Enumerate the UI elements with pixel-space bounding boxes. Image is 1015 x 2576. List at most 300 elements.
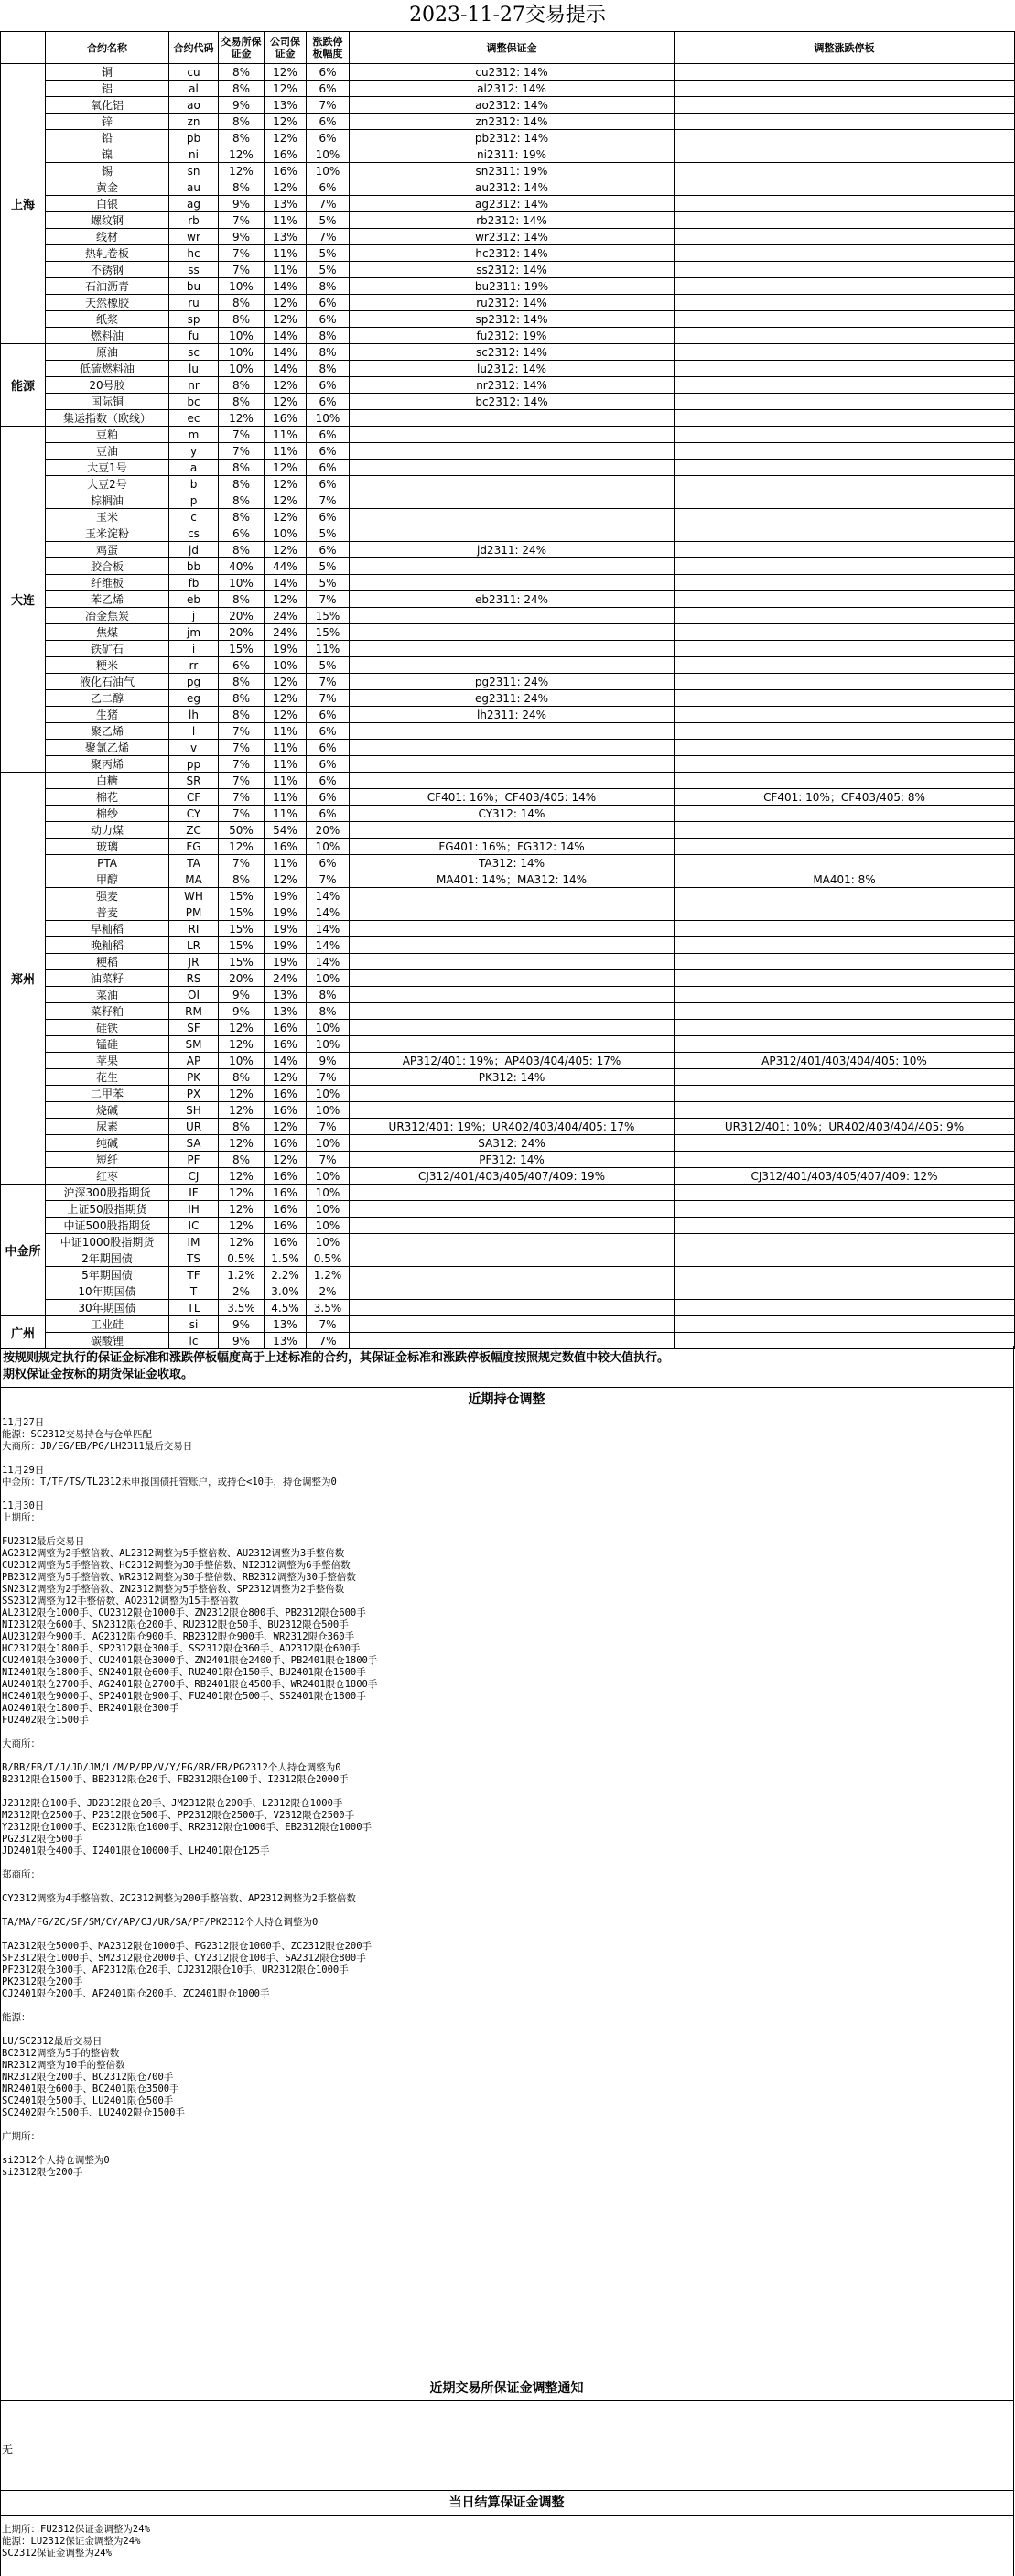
cell-adjusted-margin [350,1234,675,1250]
cell-adjusted-margin: ag2312: 14% [350,196,675,212]
cell-adjusted-margin: pb2312: 14% [350,130,675,146]
cell-adjusted-margin: ni2311: 19% [350,146,675,163]
cell-exchange-margin: 8% [219,81,265,97]
table-row [1,427,1015,443]
cell-adjusted-margin [350,443,675,460]
cell-company-margin: 12% [265,1069,307,1086]
cell-adjusted-margin: TA312: 14% [350,855,675,871]
cell-contract-code: rb [169,212,219,229]
cell-company-margin: 11% [265,855,307,871]
cell-limit: 5% [307,212,350,229]
cell-contract-name: 强麦 [46,888,169,904]
cell-limit: 7% [307,1069,350,1086]
table-row [1,229,1015,245]
table-row [1,641,1015,657]
cell-exchange-margin: 12% [219,163,265,179]
cell-contract-name: 甲醇 [46,871,169,888]
cell-limit: 6% [307,789,350,806]
cell-exchange-margin: 8% [219,1069,265,1086]
cell-contract-code: eb [169,591,219,608]
cell-adjusted-limit [675,987,1015,1003]
cell-limit: 5% [307,245,350,262]
cell-contract-code: ss [169,262,219,278]
cell-limit: 10% [307,410,350,427]
frame-right-border [1013,1346,1014,2576]
table-row [1,163,1015,179]
cell-exchange-margin: 6% [219,657,265,674]
cell-contract-name: 动力煤 [46,822,169,839]
cell-company-margin: 19% [265,904,307,921]
cell-contract-code: fb [169,575,219,591]
cell-company-margin: 11% [265,245,307,262]
cell-contract-code: nr [169,377,219,394]
cell-contract-code: PX [169,1086,219,1102]
cell-company-margin: 11% [265,212,307,229]
cell-contract-name: 油菜籽 [46,970,169,987]
cell-contract-code: jm [169,624,219,641]
table-row [1,871,1015,888]
cell-limit: 7% [307,97,350,114]
cell-limit: 5% [307,525,350,542]
cell-exchange-margin: 8% [219,707,265,723]
cell-exchange-margin: 10% [219,344,265,361]
cell-adjusted-margin: eg2311: 24% [350,690,675,707]
cell-adjusted-margin: sc2312: 14% [350,344,675,361]
cell-contract-code: bb [169,558,219,575]
cell-contract-code: T [169,1283,219,1300]
cell-contract-name: 苹果 [46,1053,169,1069]
cell-limit: 8% [307,1003,350,1020]
cell-contract-name: 铝 [46,81,169,97]
cell-contract-code: v [169,740,219,756]
cell-exchange-margin: 9% [219,229,265,245]
table-row [1,690,1015,707]
cell-limit: 10% [307,1086,350,1102]
cell-limit: 6% [307,509,350,525]
table-row [1,262,1015,278]
cell-limit: 6% [307,64,350,81]
cell-exchange-margin: 9% [219,196,265,212]
page-title: 2023-11-27交易提示 [409,4,606,27]
table-row [1,64,1015,81]
cell-contract-name: 晚籼稻 [46,937,169,954]
cell-contract-code: IH [169,1201,219,1218]
table-body [1,64,1015,1349]
table-row [1,394,1015,410]
cell-contract-name: 热轧卷板 [46,245,169,262]
cell-contract-code: bc [169,394,219,410]
cell-adjusted-limit [675,146,1015,163]
cell-limit: 6% [307,476,350,492]
cell-contract-code: CY [169,806,219,822]
cell-company-margin: 12% [265,81,307,97]
cell-contract-name: 石油沥青 [46,278,169,295]
cell-adjusted-margin [350,492,675,509]
cell-limit: 6% [307,394,350,410]
cell-contract-name: 铅 [46,130,169,146]
cell-exchange-margin: 15% [219,954,265,970]
cell-contract-code: SH [169,1102,219,1119]
table-row [1,1036,1015,1053]
cell-adjusted-limit [675,262,1015,278]
cell-contract-name: 鸡蛋 [46,542,169,558]
margin-table [0,31,1015,1349]
table-row [1,1003,1015,1020]
cell-adjusted-margin: zn2312: 14% [350,114,675,130]
cell-company-margin: 16% [265,1036,307,1053]
cell-contract-code: rr [169,657,219,674]
cell-company-margin: 16% [265,163,307,179]
cell-exchange-margin: 12% [219,1201,265,1218]
cell-exchange-margin: 8% [219,114,265,130]
cell-company-margin: 12% [265,460,307,476]
cell-limit: 14% [307,888,350,904]
table-row [1,921,1015,937]
cell-adjusted-margin: bu2311: 19% [350,278,675,295]
cell-adjusted-margin: lh2311: 24% [350,707,675,723]
table-row [1,245,1015,262]
cell-adjusted-margin: hc2312: 14% [350,245,675,262]
cell-adjusted-margin [350,1316,675,1333]
settlement-body: 上期所：FU2312保证金调整为24% 能源：LU2312保证金调整为24% SC2312保证金调整为24% [2,2524,150,2559]
cell-company-margin: 12% [265,707,307,723]
cell-adjusted-limit [675,970,1015,987]
cell-contract-code: fu [169,328,219,344]
cell-exchange-margin: 8% [219,871,265,888]
table-row [1,97,1015,114]
cell-adjusted-margin: PF312: 14% [350,1152,675,1168]
table-row [1,179,1015,196]
cell-contract-name: 早籼稻 [46,921,169,937]
table-row [1,1168,1015,1185]
cell-contract-name: 玉米 [46,509,169,525]
cell-adjusted-margin [350,1086,675,1102]
cell-company-margin: 12% [265,64,307,81]
cell-adjusted-margin: jd2311: 24% [350,542,675,558]
cell-exchange-margin: 7% [219,789,265,806]
table-row [1,114,1015,130]
cell-adjusted-limit [675,542,1015,558]
cell-company-margin: 16% [265,1218,307,1234]
cell-adjusted-limit [675,1283,1015,1300]
cell-adjusted-limit [675,394,1015,410]
cell-exchange-margin: 9% [219,1316,265,1333]
cell-company-margin: 16% [265,1201,307,1218]
cell-contract-code: FG [169,839,219,855]
cell-company-margin: 44% [265,558,307,575]
cell-adjusted-limit [675,443,1015,460]
cell-contract-name: 中证500股指期货 [46,1218,169,1234]
cell-contract-code: bu [169,278,219,295]
table-row [1,674,1015,690]
cell-adjusted-limit [675,295,1015,311]
cell-limit: 3.5% [307,1300,350,1316]
recent-position-body: 11月27日 能源：SC2312交易持仓与仓单匹配 大商所：JD/EG/EB/PG/LH2311最后交易日 11月29日 中金所：T/TF/TS/TL2312未申报国债托管账户，或持仓<10手，持仓调整为0 11月30日 上期所： FU2312最后交易日 AG2312调整为2手整倍数、AL2312调整为5手整倍数、AU2312调整为3手整倍数 CU2312调整为5手整倍数、HC2312调整为30手整倍数、NI2312调整为6手整倍数 PB2312调整为5手整倍数、WR2312调整为30手整倍数、RB2312调整为30手整倍数 SN2312调整为2手整倍数、ZN2312调整为5手整倍数、SP2312调整为2手整倍数 SS2312调整为12手整倍数、AO2312调整为15手整倍数 AL2312限仓1000手、CU2312限仓1000手、ZN2312限仓800手、PB2312限仓600手 NI2312限仓600手、SN2312限仓200手、RU2312限仓50手、BU2312限仓500手 AU2312限仓900手、AG2312限仓900手、RB2312限仓900手、WR2312限仓360手 HC2312限仓1800手、SP2312限仓300手、SS2312限仓360手、AO2312限仓600手 CU2401限仓3000手、CU2401限仓3000手、ZN2401限仓2400手、PB2401限仓1800手 NI2401限仓1800手、SN2401限仓600手、RU2401限仓150手、BU2401限仓1500手 AU2401限仓2700手、AG2401限仓2700手、RB2401限仓4500手、WR2401限仓1800手 HC2401限仓9000手、SP2401限仓900手、FU2401限仓500手、SS2401限仓1800手 AO2401限仓1800手、BR2401限仓300手 FU2402限仓1500手 大商所： B/BB/FB/I/J/JD/JM/L/M/P/PP/V/Y/EG/RR/EB/PG2312个人持仓调整为0 B2312限仓1500手、BB2312限仓20手、FB2312限仓100手、I2312限仓2000手 J2312限仓100手、JD2312限仓20手、JM2312限仓200手、L2312限仓1000手 M2312限仓2500手、P2312限仓500手、PP2312限仓2500手、V2312限仓2500手 Y2312限仓1000手、EG2312限仓1000手、RR2312限仓1000手、EB2312限仓1000手 PG2312限仓500手 JD2401限仓400手、I2401限仓10000手、LH2401限仓125手 郑商所： CY2312调整为4手整倍数、ZC2312调整为200手整倍数、AP2312调整为2手整倍数 TA/MA/FG/ZC/SF/SM/CY/AP/CJ/UR/SA/PF/PK2312个人持仓调整为0 TA2312限仓5000手、MA2312限仓1000手、FG2312限仓1000手、ZC2312限仓200手 SF2312限仓1000手、SM2312限仓2000手、CY2312限仓100手、SA2312限仓800手 PF2312限仓300手、AP2312限仓20手、CJ2312限仓10手、UR2312限仓1000手 PK2312限仓200手 CJ2401限仓200手、AP2401限仓200手、ZC2401限仓1000手 能源： LU/SC2312最后交易日 BC2312调整为5手的整倍数 NR2312调整为10手的整倍数 NR2312限仓200手、BC2312限仓700手 NR2401限仓600手、BC2401限仓3500手 SC2401限仓500手、LU2401限仓500手 SC2402限仓1500手、LU2402限仓1500手 广期所： si2312个人持仓调整为0 si2312限仓200手 [2,1417,378,2178]
cell-exchange-margin: 8% [219,674,265,690]
cell-contract-code: lh [169,707,219,723]
table-row [1,1020,1015,1036]
cell-adjusted-limit [675,229,1015,245]
cell-exchange-margin: 12% [219,146,265,163]
table-row [1,1053,1015,1069]
cell-limit: 0.5% [307,1250,350,1267]
cell-adjusted-limit [675,690,1015,707]
cell-limit: 9% [307,1053,350,1069]
cell-exchange-margin: 12% [219,839,265,855]
cell-contract-name: 铁矿石 [46,641,169,657]
cell-contract-code: sc [169,344,219,361]
cell-adjusted-limit [675,822,1015,839]
cell-contract-name: PTA [46,855,169,871]
cell-exchange-margin: 10% [219,361,265,377]
table-row [1,888,1015,904]
cell-company-margin: 12% [265,311,307,328]
cell-contract-code: ni [169,146,219,163]
cell-contract-code: sn [169,163,219,179]
cell-contract-code: TF [169,1267,219,1283]
cell-contract-code: al [169,81,219,97]
cell-limit: 7% [307,674,350,690]
exchange-cell: 中金所 [1,1185,46,1316]
cell-contract-code: RM [169,1003,219,1020]
cell-adjusted-limit [675,344,1015,361]
cell-exchange-margin: 12% [219,1234,265,1250]
cell-adjusted-margin: PK312: 14% [350,1069,675,1086]
cell-contract-name: 工业硅 [46,1316,169,1333]
cell-limit: 5% [307,575,350,591]
cell-contract-name: 乙二醇 [46,690,169,707]
cell-contract-code: SR [169,773,219,789]
cell-company-margin: 12% [265,295,307,311]
rule-note: 按规则规定执行的保证金标准和涨跌停板幅度高于上述标准的合约，其保证金标准和涨跌停板幅度按照规定数值中较大值执行。 期权保证金按标的期货保证金收取。 [3,1351,670,1381]
recent-position-heading: 近期持仓调整 [0,1387,1013,1412]
cell-adjusted-limit [675,179,1015,196]
cell-contract-code: SA [169,1135,219,1152]
cell-company-margin: 10% [265,525,307,542]
table-row [1,1218,1015,1234]
cell-contract-code: zn [169,114,219,130]
cell-contract-code: LR [169,937,219,954]
cell-adjusted-margin: cu2312: 14% [350,64,675,81]
cell-contract-code: b [169,476,219,492]
cell-company-margin: 19% [265,937,307,954]
cell-limit: 6% [307,855,350,871]
cell-adjusted-limit [675,624,1015,641]
cell-adjusted-limit [675,377,1015,394]
cell-exchange-margin: 8% [219,509,265,525]
table-row [1,344,1015,361]
cell-contract-name: 尿素 [46,1119,169,1135]
cell-limit: 6% [307,427,350,443]
table-row [1,1250,1015,1267]
cell-contract-code: au [169,179,219,196]
header-limit: 涨跌停板幅度 [307,32,350,64]
cell-contract-name: 铜 [46,64,169,81]
cell-contract-code: ag [169,196,219,212]
cell-exchange-margin: 8% [219,179,265,196]
cell-adjusted-limit [675,591,1015,608]
cell-adjusted-margin [350,773,675,789]
table-row [1,1300,1015,1316]
cell-adjusted-limit [675,707,1015,723]
cell-adjusted-margin [350,888,675,904]
table-row [1,328,1015,344]
table-header-row [1,32,1015,64]
cell-company-margin: 14% [265,328,307,344]
table-row [1,740,1015,756]
cell-company-margin: 16% [265,146,307,163]
cell-contract-name: 5年期国债 [46,1267,169,1283]
cell-limit: 6% [307,806,350,822]
table-row [1,130,1015,146]
cell-contract-name: 2年期国债 [46,1250,169,1267]
cell-contract-name: 大豆2号 [46,476,169,492]
cell-company-margin: 12% [265,130,307,146]
cell-adjusted-limit [675,855,1015,871]
table-row [1,295,1015,311]
cell-contract-name: 玉米淀粉 [46,525,169,542]
cell-exchange-margin: 15% [219,888,265,904]
cell-adjusted-margin [350,509,675,525]
cell-company-margin: 24% [265,608,307,624]
cell-company-margin: 13% [265,1003,307,1020]
cell-adjusted-limit [675,740,1015,756]
cell-adjusted-margin [350,1036,675,1053]
cell-company-margin: 19% [265,641,307,657]
cell-company-margin: 13% [265,987,307,1003]
cell-company-margin: 24% [265,970,307,987]
cell-limit: 7% [307,1152,350,1168]
table-row [1,756,1015,773]
cell-contract-code: hc [169,245,219,262]
cell-contract-name: 焦煤 [46,624,169,641]
table-row [1,970,1015,987]
cell-adjusted-margin: MA401: 14%；MA312: 14% [350,871,675,888]
cell-limit: 2% [307,1283,350,1300]
cell-contract-code: l [169,723,219,740]
cell-exchange-margin: 12% [219,410,265,427]
cell-contract-code: PK [169,1069,219,1086]
cell-adjusted-margin: FG401: 16%；FG312: 14% [350,839,675,855]
cell-exchange-margin: 10% [219,575,265,591]
cell-company-margin: 12% [265,871,307,888]
cell-company-margin: 13% [265,1333,307,1349]
cell-contract-name: 聚氯乙烯 [46,740,169,756]
cell-exchange-margin: 7% [219,773,265,789]
cell-adjusted-limit [675,1036,1015,1053]
cell-adjusted-limit [675,1267,1015,1283]
cell-limit: 10% [307,163,350,179]
cell-adjusted-limit [675,460,1015,476]
cell-contract-name: 纤维板 [46,575,169,591]
cell-exchange-margin: 9% [219,987,265,1003]
cell-adjusted-limit: CJ312/401/403/405/407/409: 12% [675,1168,1015,1185]
cell-exchange-margin: 15% [219,921,265,937]
exchange-cell: 上海 [1,64,46,344]
cell-adjusted-limit [675,723,1015,740]
cell-exchange-margin: 1.2% [219,1267,265,1283]
cell-company-margin: 13% [265,1316,307,1333]
cell-limit: 6% [307,295,350,311]
cell-adjusted-limit [675,674,1015,690]
cell-adjusted-margin [350,1201,675,1218]
cell-adjusted-limit [675,937,1015,954]
cell-contract-code: WH [169,888,219,904]
cell-contract-code: lc [169,1333,219,1349]
cell-contract-name: 胶合板 [46,558,169,575]
cell-contract-code: a [169,460,219,476]
cell-adjusted-limit [675,921,1015,937]
cell-exchange-margin: 8% [219,476,265,492]
cell-company-margin: 11% [265,723,307,740]
exchange-cell: 能源 [1,344,46,427]
cell-exchange-margin: 12% [219,1036,265,1053]
cell-adjusted-limit [675,427,1015,443]
cell-exchange-margin: 15% [219,937,265,954]
cell-contract-code: CJ [169,1168,219,1185]
cell-adjusted-margin: ss2312: 14% [350,262,675,278]
table-row [1,1201,1015,1218]
cell-adjusted-limit [675,657,1015,674]
cell-adjusted-limit [675,641,1015,657]
table-row [1,542,1015,558]
cell-limit: 6% [307,756,350,773]
cell-limit: 10% [307,1201,350,1218]
cell-adjusted-margin [350,1250,675,1267]
cell-contract-name: 20号胶 [46,377,169,394]
cell-contract-code: y [169,443,219,460]
table-row [1,1267,1015,1283]
cell-contract-name: 锌 [46,114,169,130]
cell-adjusted-margin: bc2312: 14% [350,394,675,410]
cell-limit: 6% [307,443,350,460]
cell-adjusted-margin: fu2312: 19% [350,328,675,344]
cell-adjusted-margin [350,575,675,591]
exchange-cell: 大连 [1,427,46,773]
cell-contract-code: PF [169,1152,219,1168]
cell-company-margin: 11% [265,740,307,756]
table-row [1,1135,1015,1152]
cell-exchange-margin: 12% [219,1102,265,1119]
cell-adjusted-margin [350,1300,675,1316]
cell-adjusted-margin [350,904,675,921]
cell-contract-code: eg [169,690,219,707]
cell-exchange-margin: 7% [219,427,265,443]
cell-exchange-margin: 20% [219,624,265,641]
cell-adjusted-limit [675,558,1015,575]
cell-contract-name: 玻璃 [46,839,169,855]
cell-limit: 15% [307,608,350,624]
cell-contract-name: 生猪 [46,707,169,723]
cell-adjusted-limit [675,1003,1015,1020]
cell-contract-name: 菜籽粕 [46,1003,169,1020]
cell-adjusted-limit [675,773,1015,789]
cell-adjusted-margin: ao2312: 14% [350,97,675,114]
table-row [1,558,1015,575]
cell-adjusted-limit [675,64,1015,81]
cell-adjusted-margin [350,954,675,970]
cell-adjusted-margin [350,740,675,756]
cell-contract-name: 粳米 [46,657,169,674]
cell-limit: 7% [307,871,350,888]
cell-contract-code: OI [169,987,219,1003]
cell-limit: 6% [307,81,350,97]
table-row [1,525,1015,542]
cell-contract-code: UR [169,1119,219,1135]
cell-exchange-margin: 9% [219,1003,265,1020]
cell-adjusted-limit: MA401: 8% [675,871,1015,888]
cell-contract-code: cu [169,64,219,81]
